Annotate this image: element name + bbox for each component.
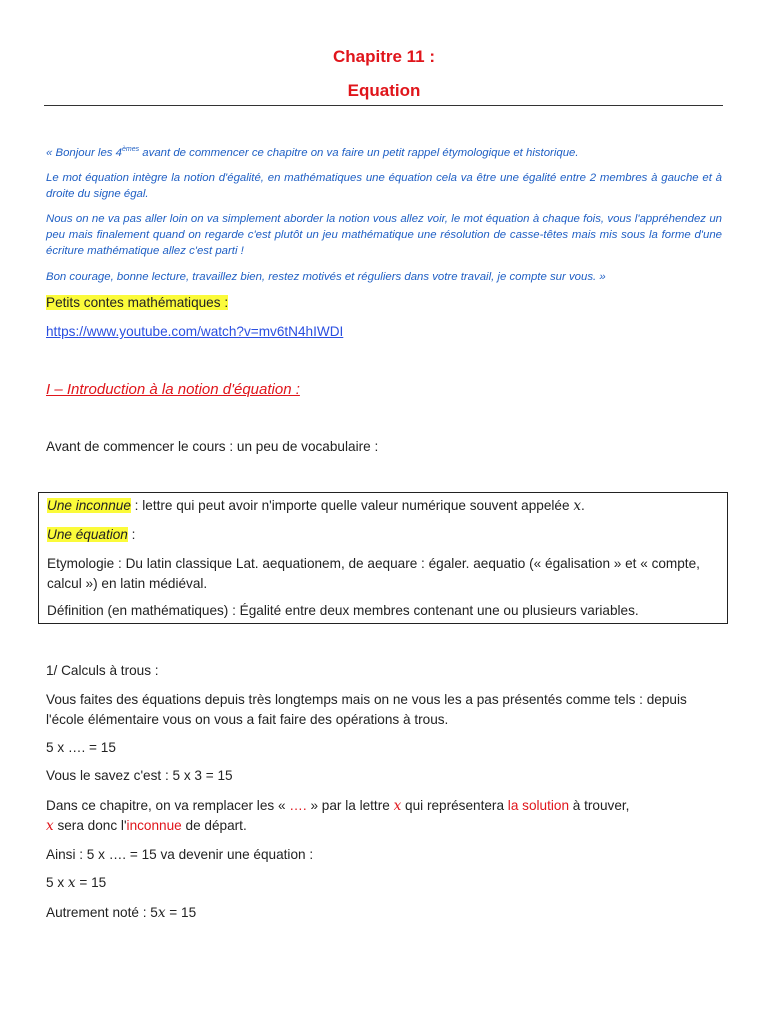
equation-5x (46, 873, 106, 893)
title-divider (44, 105, 723, 106)
intro-p1-text: « Bonjour les 4 (46, 147, 122, 159)
chapter-title: Chapitre 11 : (332, 47, 436, 66)
var-x: x (573, 498, 581, 514)
vocabulary-box (38, 492, 728, 624)
eq2-var-x: x (67, 875, 76, 891)
term-equation-colon: : (127, 527, 136, 542)
subsection-paragraph-2: Vous le savez c'est : 5 x 3 = 15 (46, 768, 233, 783)
intro-paragraph-2: Le mot équation intègre la notion d'égalité, en mathématiques une équation cela va être une égalité entre 2 membres à gauche et à droite du signe égal. (46, 172, 722, 200)
p3-text-d: à trouver, (569, 798, 630, 813)
p3-text-a: Dans ce chapitre, on va remplacer les « (46, 798, 290, 813)
vocab-etymology: Etymologie : Du latin classique Lat. aequationem, de aequare : égaler. aequatio (« égalisation » et « compte, calcul ») en latin médiéval. (47, 556, 700, 591)
intro-paragraph-3: Nous on ne va pas aller loin on va simplement aborder la notion vous allez voir, le mot équation à chaque fois, vous l'appréhendez un peu mais finalement quand on regarde c'est plutôt un jeu mathématique une résolution de casse-têtes mais mis sous la forme d'une écriture mathématique allez c'est parti ! (46, 213, 722, 257)
p3-solution: la solution (507, 798, 570, 813)
p3-text-c: qui représentera (401, 798, 508, 813)
equation-holes: 5 x …. = 15 (46, 740, 116, 755)
intro-p1-sup: èmes (122, 146, 140, 154)
intro-p1-text-end: avant de commencer ce chapitre on va faire un petit rappel étymologique et historique. (139, 147, 579, 159)
eq2-text-a: 5 x (46, 875, 68, 890)
eq2-text-b: = 15 (75, 875, 107, 890)
subsection-paragraph-4: Ainsi : 5 x …. = 15 va devenir une équation : (46, 847, 314, 862)
term-equation: Une équation (47, 527, 128, 542)
p3-dots: …. (289, 798, 307, 813)
youtube-link[interactable]: https://www.youtube.com/watch?v=mv6tN4hIWDI (46, 324, 344, 339)
p5-text-a: Autrement noté : 5 (46, 905, 158, 920)
equation-alt-notation (46, 903, 196, 923)
intro-paragraph-1 (46, 145, 722, 161)
subsection-paragraph-1: Vous faites des équations depuis très longtemps mais on ne vous les a pas présentés comme tels : depuis l'école élémentaire vous on vous a fait faire des opérations à trous. (46, 692, 687, 727)
section-heading: I – Introduction à la notion d'équation : (46, 381, 300, 398)
def-inconnue-end: . (580, 498, 585, 513)
p3-text-b: » par la lettre (306, 798, 394, 813)
subsection-title: 1/ Calculs à trous : (46, 663, 159, 678)
vocab-equation-line (47, 525, 723, 545)
section-lead: Avant de commencer le cours : un peu de vocabulaire : (46, 439, 379, 454)
p3-var-x-2: x (46, 818, 54, 834)
subsection-paragraph-3 (46, 796, 722, 836)
p3-inconnue: inconnue (126, 818, 182, 833)
term-inconnue: Une inconnue (47, 498, 131, 513)
video-label-text: Petits contes mathématiques : (46, 295, 229, 310)
video-link-row (46, 322, 343, 342)
p5-var-x: x (157, 905, 166, 921)
intro-paragraph-4: Bon courage, bonne lecture, travaillez bien, restez motivés et réguliers dans votre travail, je compte sur vous. » (46, 271, 606, 283)
vocab-definition: Définition (en mathématiques) : Égalité entre deux membres contenant une ou plusieurs variables. (47, 603, 639, 618)
vocab-inconnue-line (47, 496, 723, 516)
p3-text-e: sera donc l' (53, 818, 127, 833)
video-label (46, 293, 228, 313)
p3-text-f: de départ. (181, 818, 247, 833)
p3-var-x: x (393, 798, 402, 814)
def-inconnue: : lettre qui peut avoir n'importe quelle valeur numérique souvent appelée (130, 498, 574, 513)
p5-text-b: = 15 (165, 905, 197, 920)
chapter-subject: Equation (347, 81, 421, 100)
